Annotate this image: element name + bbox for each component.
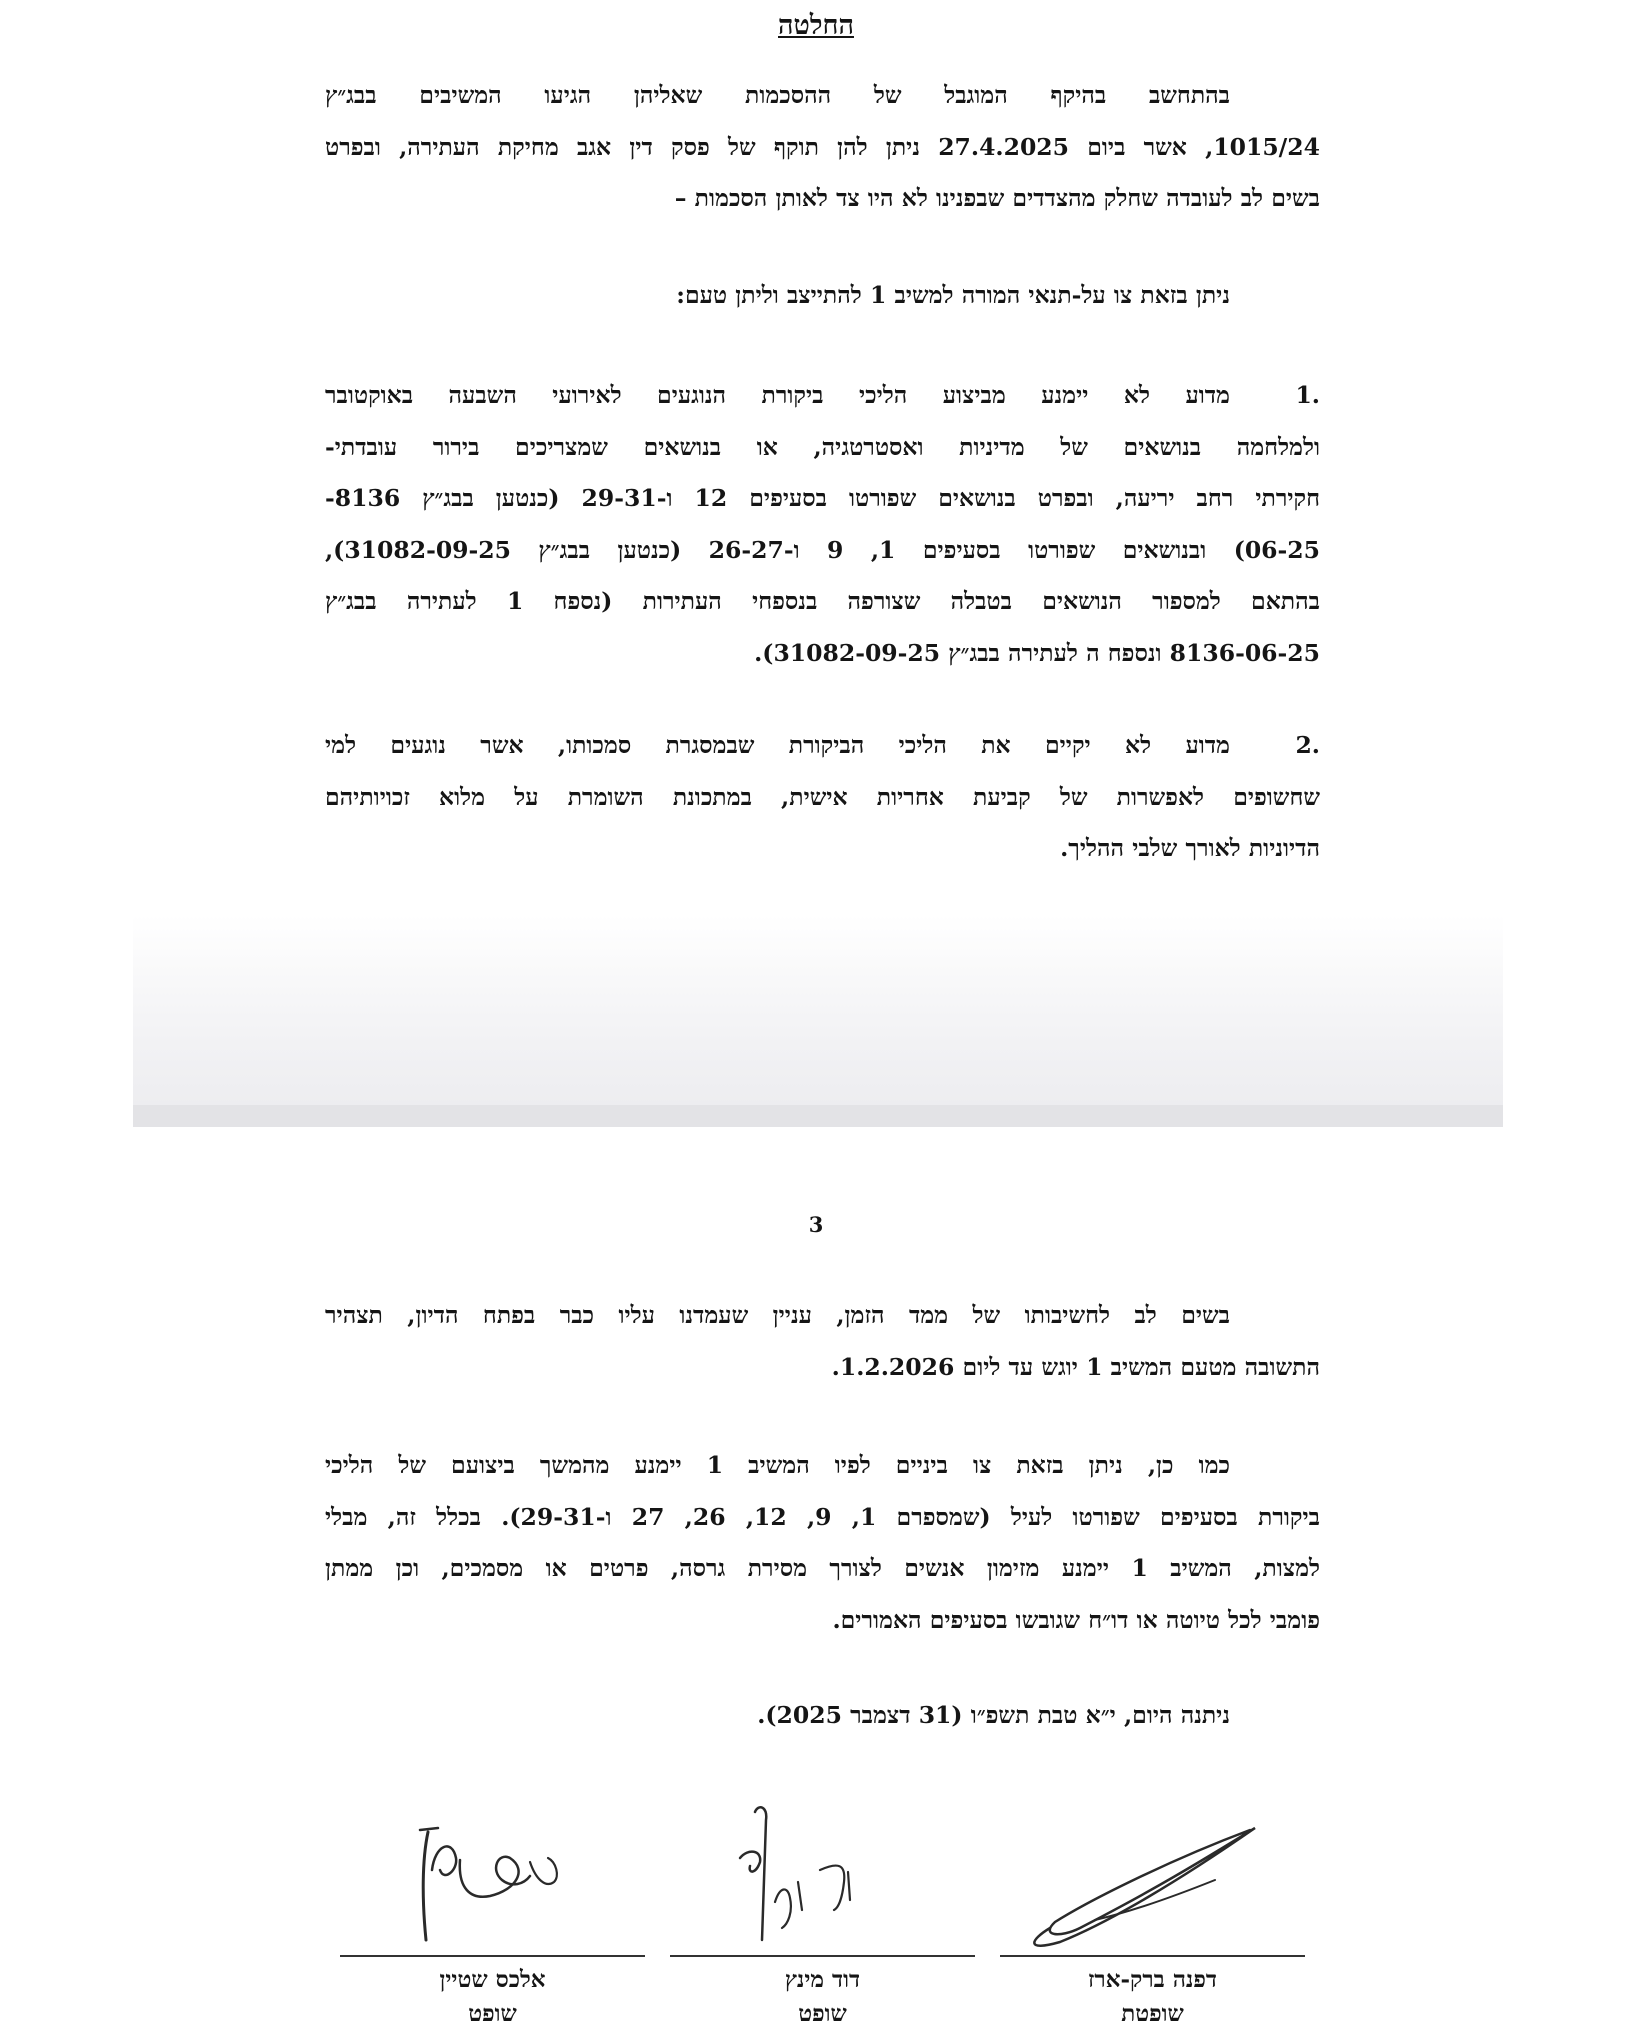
item-1-line: חקירתי רחב יריעה, ובפרט בנושאים שפורטו בסעיפים 12 ו-29-31 (כנטען בבג״ץ 8136- (325, 484, 1320, 512)
item-2 (325, 720, 1320, 875)
signature-line (670, 1955, 975, 1957)
item-1 (325, 370, 1320, 679)
judge-name: דוד מינץ (784, 1966, 861, 1993)
signature-line (1000, 1955, 1305, 1957)
item-2-number: 2. (1295, 731, 1320, 759)
order-paragraph (325, 270, 1320, 322)
item-1-line: 06-25) ובנושאים שפורטו בסעיפים 1, 9 ו-26-27 (כנטען בבג״ץ 31082-09-25), (325, 535, 1320, 564)
item-2-line: שחשופים לאפשרות של קביעת אחריות אישית, במתכונת השומרת על מלוא זכויותיהם (325, 782, 1320, 811)
decision-title: החלטה (778, 10, 854, 41)
item-1-line: מדוע לא יימנע מביצוע הליכי ביקורת הנוגעים לאירועי השבעה באוקטובר (325, 381, 1230, 409)
page-number: 3 (808, 1212, 824, 1237)
page-divider (133, 1105, 1503, 1127)
judge-name: דפנה ברק-ארז (1087, 1966, 1217, 1993)
intro-paragraph (325, 70, 1320, 225)
date-paragraph (325, 1690, 1320, 1742)
signature-image (340, 1800, 645, 1955)
page-fade (133, 915, 1503, 1105)
interim-line: כמו כן, ניתן בזאת צו ביניים לפיו המשיב 1 יימנע מהמשך ביצועם של הליכי (325, 1451, 1230, 1479)
signature-block-mintz (670, 1800, 975, 2031)
date-line: ניתנה היום, י״א טבת תשפ״ו (31 דצמבר 2025). (757, 1701, 1230, 1729)
time-line: בשים לב לחשיבותו של ממד הזמן, עניין שעמדנו עליו כבר בפתח הדיון, תצהיר (325, 1301, 1230, 1329)
time-line: התשובה מטעם המשיב 1 יוגש עד ליום 1.2.2026. (831, 1352, 1320, 1381)
item-1-line: 8136-06-25 ונספח ה לעתירה בבג״ץ 31082-09-25). (754, 638, 1320, 667)
intro-line: בשים לב לעובדה שחלק מהצדדים שבפנינו לא היו צד לאותן הסכמות – (674, 184, 1320, 212)
interim-line: ביקורת בסעיפים שפורטו לעיל (שמספרם 1, 9, 12, 26, 27 ו-29-31). בכלל זה, מבלי (325, 1502, 1320, 1531)
interim-line: פומבי לכל טיוטה או דו״ח שגובשו בסעיפים האמורים. (832, 1605, 1320, 1634)
judge-role: שופט (468, 2000, 517, 2027)
signature-line (340, 1955, 645, 1957)
interim-paragraph (325, 1440, 1320, 1646)
interim-line: למצות, המשיב 1 יימנע מזימון אנשים לצורך מסירת גרסה, פרטים או מסמכים, וכן ממתן (325, 1554, 1320, 1582)
judge-role: שופט (798, 2000, 847, 2027)
judge-role: שופטת (1121, 2000, 1184, 2027)
judge-name: אלכס שטיין (439, 1966, 546, 1993)
time-paragraph (325, 1290, 1320, 1393)
signature-image (1000, 1800, 1305, 1955)
item-1-line: בהתאם למספור הנושאים בטבלה שצורפה בנספחי העתירות (נספח 1 לעתירה בבג״ץ (325, 587, 1320, 615)
item-1-line: ולמלחמה בנושאים של מדיניות ואסטרטגיה, או בנושאים שמצריכים בירור עובדתי- (325, 432, 1320, 461)
item-2-line: מדוע לא יקיים את הליכי הביקורת שבמסגרת סמכותו, אשר נוגעים למי (325, 731, 1230, 759)
signature-block-barak-erez (1000, 1800, 1305, 2031)
intro-line: בהתחשב בהיקף המוגבל של ההסכמות שאליהן הגיעו המשיבים בבג״ץ (325, 81, 1230, 109)
signature-image (670, 1800, 975, 1955)
item-1-number: 1. (1295, 381, 1320, 409)
order-line: ניתן בזאת צו על-תנאי המורה למשיב 1 להתייצב וליתן טעם: (676, 281, 1230, 309)
signature-block-stein (340, 1800, 645, 2031)
item-2-line: הדיוניות לאורך שלבי ההליך. (1060, 834, 1320, 862)
intro-line: 1015/24, אשר ביום 27.4.2025 ניתן להן תוקף של פסק דין אגב מחיקת העתירה, ובפרט (325, 132, 1320, 161)
